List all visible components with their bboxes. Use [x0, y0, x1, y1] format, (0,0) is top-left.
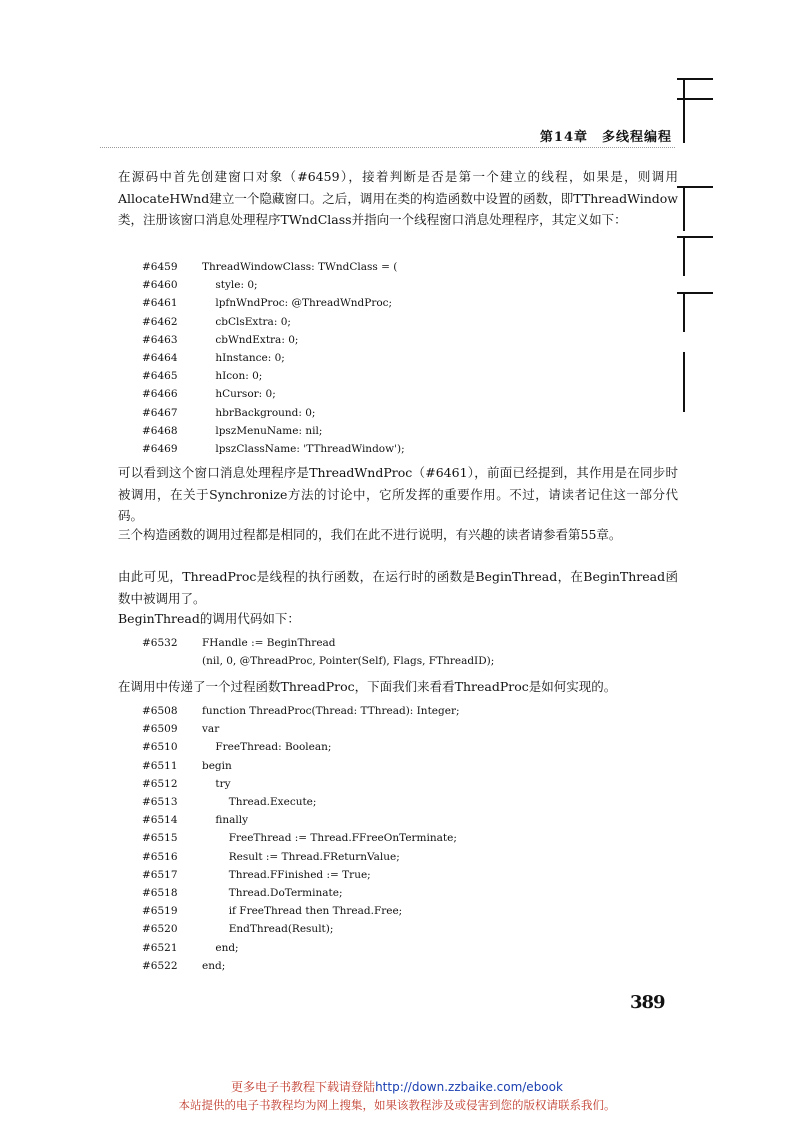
code-line-text: try	[202, 777, 231, 790]
body-paragraph: 可以看到这个窗口消息处理程序是ThreadWndProc（#6461），前面已经提到，其作用是在同步时被调用，在关于Synchronize方法的讨论中，它所发挥的重要作用。不过，请读者记住这一部分代码。	[118, 465, 678, 523]
code-line-text: Result := Thread.FReturnValue;	[202, 850, 400, 863]
code-line-number: #6520	[142, 923, 178, 936]
page-number: 389	[630, 992, 665, 1013]
code-line-text: end;	[202, 959, 226, 972]
code-line	[142, 349, 405, 367]
code-line	[142, 957, 460, 975]
code-line	[142, 920, 460, 938]
code-line-number: #6513	[142, 796, 178, 809]
code-line	[142, 276, 405, 294]
code-line	[142, 294, 405, 312]
code-line-number: #6517	[142, 868, 178, 881]
code-line	[142, 367, 405, 385]
side-tab-bar	[683, 186, 685, 231]
code-line	[142, 385, 405, 403]
code-line-text: Thread.Execute;	[202, 796, 317, 809]
code-line	[142, 884, 460, 902]
code-line-number: #6532	[142, 637, 178, 649]
footer-download-line	[0, 1078, 794, 1095]
code-line-number: #6464	[142, 352, 178, 365]
header-rule	[100, 147, 675, 148]
code-line-number: #6515	[142, 832, 178, 845]
code-line-text: EndThread(Result);	[202, 923, 334, 936]
body-paragraph: 在源码中首先创建窗口对象（#6459），接着判断是否是第一个建立的线程，如果是，则调用AllocateHWnd建立一个隐藏窗口。之后，调用在类的构造函数中设置的函数，即TThreadWindow类，注册该窗口消息处理程序TWndClass并指向一个线程窗口消息处理程序，其定义如下：	[118, 169, 678, 227]
code-line-number: #6469	[142, 443, 178, 456]
code-line-text: begin	[202, 759, 232, 772]
code-line-number: #6516	[142, 850, 178, 863]
code-line	[142, 793, 460, 811]
code-line-number: #6519	[142, 905, 178, 918]
code-block	[142, 702, 460, 975]
code-line-number: #6509	[142, 723, 178, 736]
code-line-text: cbWndExtra: 0;	[202, 333, 299, 346]
code-line	[142, 866, 460, 884]
footer-link[interactable]: http://down.zzbaike.com/ebook	[375, 1080, 563, 1094]
code-line-number: #6511	[142, 759, 178, 772]
code-line-text: FreeThread: Boolean;	[202, 741, 332, 754]
code-line-text: function ThreadProc(Thread: TThread): Integer;	[202, 705, 460, 717]
code-line-number: #6466	[142, 388, 178, 401]
code-line	[142, 313, 405, 331]
code-line	[142, 652, 494, 670]
code-line-text: FreeThread := Thread.FFreeOnTerminate;	[202, 832, 457, 845]
code-line-text: Thread.FFinished := True;	[202, 868, 371, 881]
code-line-number: #6518	[142, 887, 178, 900]
side-tab-bar	[683, 236, 685, 276]
code-line-number: #6461	[142, 297, 178, 310]
code-block	[142, 634, 494, 670]
code-line	[142, 902, 460, 920]
code-line-text: (nil, 0, @ThreadProc, Pointer(Self), Flags, FThreadID);	[202, 655, 495, 668]
code-line-text: hInstance: 0;	[202, 352, 285, 365]
code-line-text: style: 0;	[202, 279, 258, 292]
code-line	[142, 331, 405, 349]
code-line	[142, 829, 460, 847]
code-line-text: FHandle := BeginThread	[202, 637, 336, 649]
code-line-number: #6510	[142, 741, 178, 754]
code-block	[142, 258, 405, 458]
code-line-number: #6460	[142, 279, 178, 292]
code-line-text: ThreadWindowClass: TWndClass = (	[202, 261, 398, 273]
code-line-text: hbrBackground: 0;	[202, 406, 316, 419]
code-line-text: lpfnWndProc: @ThreadWndProc;	[202, 297, 393, 310]
code-line-text: finally	[202, 814, 249, 827]
code-line-number: #6514	[142, 814, 178, 827]
code-line	[142, 258, 405, 276]
code-line-number: #6459	[142, 261, 178, 273]
code-line-text: end;	[202, 941, 239, 954]
code-line	[142, 757, 460, 775]
code-line	[142, 440, 405, 458]
code-line-text: lpszClassName: 'TThreadWindow');	[202, 443, 405, 456]
code-line-number: #6508	[142, 705, 178, 717]
side-tab-bar	[683, 292, 685, 332]
code-line-number: #6512	[142, 777, 178, 790]
body-paragraph: BeginThread的调用代码如下：	[118, 611, 300, 626]
body-paragraph: 三个构造函数的调用过程都是相同的，我们在此不进行说明，有兴趣的读者请参看第55章。	[118, 527, 622, 542]
code-line-number: #6465	[142, 370, 178, 383]
code-line	[142, 702, 460, 720]
chapter-header: 第14章 多线程编程	[539, 130, 672, 145]
code-line-text: var	[202, 723, 220, 736]
code-line-text: hCursor: 0;	[202, 388, 276, 401]
code-line-text: Thread.DoTerminate;	[202, 887, 343, 900]
code-line	[142, 939, 460, 957]
code-line	[142, 775, 460, 793]
footer-copyright-line: 本站提供的电子书教程均为网上搜集，如果该教程涉及或侵害到您的版权请联系我们。	[178, 1098, 616, 1112]
code-line	[142, 404, 405, 422]
code-line-text: if FreeThread then Thread.Free;	[202, 905, 403, 918]
code-line-number: #6521	[142, 941, 178, 954]
side-tab-bar	[683, 352, 685, 412]
code-line	[142, 848, 460, 866]
code-line	[142, 422, 405, 440]
footer-prefix: 更多电子书教程下载请登陆	[231, 1080, 376, 1094]
code-line-text: lpszMenuName: nil;	[202, 424, 323, 437]
code-line-text: cbClsExtra: 0;	[202, 315, 291, 328]
code-line-number: #6468	[142, 424, 178, 437]
code-line-number: #6462	[142, 315, 178, 328]
code-line-number: #6463	[142, 333, 178, 346]
code-line	[142, 811, 460, 829]
code-line	[142, 634, 494, 652]
body-paragraph: 在调用中传递了一个过程函数ThreadProc，下面我们来看看ThreadProc是如何实现的。	[118, 679, 617, 694]
code-line-text: hIcon: 0;	[202, 370, 263, 383]
body-paragraph: 由此可见，ThreadProc是线程的执行函数，在运行时的函数是BeginThread，在BeginThread函数中被调用了。	[118, 569, 678, 606]
side-tab-bar	[683, 78, 685, 143]
code-line-number: #6467	[142, 406, 178, 419]
code-line	[142, 720, 460, 738]
code-line	[142, 738, 460, 756]
code-line-number: #6522	[142, 959, 178, 972]
